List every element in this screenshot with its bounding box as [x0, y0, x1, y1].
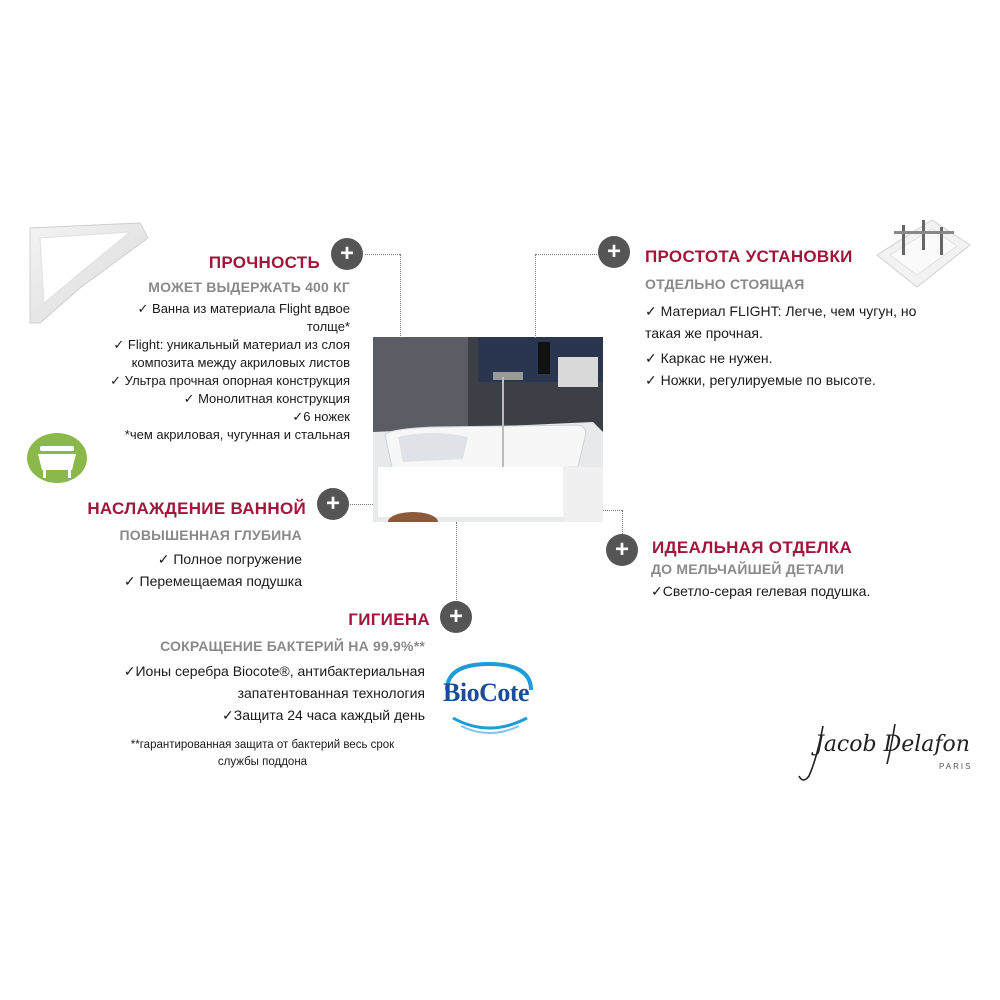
strength-line: ✓ Монолитная конструкция	[183, 391, 350, 406]
strength-list	[110, 300, 350, 444]
enjoy-list	[124, 548, 302, 592]
connector-finish-h	[603, 510, 622, 511]
enjoy-subtitle: ПОВЫШЕННАЯ ГЛУБИНА	[119, 527, 302, 543]
finish-plus-button[interactable]: +	[606, 534, 638, 566]
install-line: такая же прочная.	[645, 325, 763, 341]
connector-strength-h	[365, 254, 400, 255]
bathtub-installation-image	[872, 215, 972, 290]
install-title: ПРОСТОТА УСТАНОВКИ	[645, 247, 853, 266]
strength-line: ✓6 ножек	[292, 409, 350, 424]
jacob-delafon-logo-text: Jacob Delafon	[815, 732, 970, 757]
connector-install-h	[535, 254, 597, 255]
hygiene-title: ГИГИЕНА	[348, 610, 430, 629]
strength-line: *чем акриловая, чугунная и стальная	[124, 427, 350, 442]
bathtub-photo	[373, 337, 603, 522]
hygiene-line: ✓Ионы серебра Biocote®, антибактериальная	[123, 663, 425, 679]
strength-plus-button[interactable]: +	[331, 238, 363, 270]
install-plus-button[interactable]: +	[598, 236, 630, 268]
install-list	[645, 300, 916, 391]
hygiene-line: ✓Защита 24 часа каждый день	[222, 707, 425, 723]
strength-line: ✓ Ультра прочная опорная конструкция	[110, 373, 350, 388]
strength-subtitle: МОЖЕТ ВЫДЕРЖАТЬ 400 КГ	[148, 279, 350, 295]
hygiene-subtitle: СОКРАЩЕНИЕ БАКТЕРИЙ НА 99.9%**	[160, 638, 425, 654]
strength-line: толще*	[306, 319, 350, 334]
finish-line: ✓Светло-серая гелевая подушка.	[651, 583, 871, 599]
hygiene-line: запатентованная технология	[237, 685, 425, 701]
finish-title: ИДЕАЛЬНАЯ ОТДЕЛКА	[652, 538, 853, 557]
hygiene-plus-button[interactable]: +	[440, 601, 472, 633]
hygiene-footnote-line: службы поддона	[217, 756, 308, 768]
bathtub-frame-icon	[26, 432, 88, 484]
strength-line: композита между акриловых листов	[131, 355, 350, 370]
finish-list	[651, 580, 870, 602]
install-line: ✓ Материал FLIGHT: Легче, чем чугун, но	[645, 303, 917, 319]
connector-enjoy-h	[350, 504, 373, 505]
install-line: ✓ Ножки, регулируемые по высоте.	[645, 372, 876, 388]
biocote-logo	[441, 660, 537, 738]
connector-strength-v	[400, 254, 401, 338]
biocote-logo-text: BioCote	[443, 678, 530, 707]
strength-line: ✓ Flight: уникальный материал из слоя	[113, 337, 350, 352]
enjoy-line: ✓ Полное погружение	[157, 551, 302, 567]
hygiene-footnote-line: **гарантированная защита от бактерий весь срок	[130, 739, 395, 751]
jacob-delafon-logo-sub: PARIS	[939, 762, 973, 771]
enjoy-title: НАСЛАЖДЕНИЕ ВАННОЙ	[87, 499, 306, 518]
enjoy-line: ✓ Перемещаемая подушка	[123, 573, 302, 589]
enjoy-plus-button[interactable]: +	[317, 488, 349, 520]
strength-line: ✓ Ванна из материала Flight вдвое	[137, 301, 350, 316]
jacob-delafon-logo	[795, 718, 985, 788]
connector-install-v	[535, 254, 536, 338]
hygiene-footnote	[100, 737, 425, 771]
strength-title: ПРОЧНОСТЬ	[208, 253, 320, 272]
connector-hygiene-v	[456, 522, 457, 602]
install-subtitle: ОТДЕЛЬНО СТОЯЩАЯ	[645, 276, 805, 292]
install-line: ✓ Каркас не нужен.	[645, 350, 773, 366]
finish-subtitle: ДО МЕЛЬЧАЙШЕЙ ДЕТАЛИ	[651, 561, 845, 577]
hygiene-list	[124, 660, 425, 726]
